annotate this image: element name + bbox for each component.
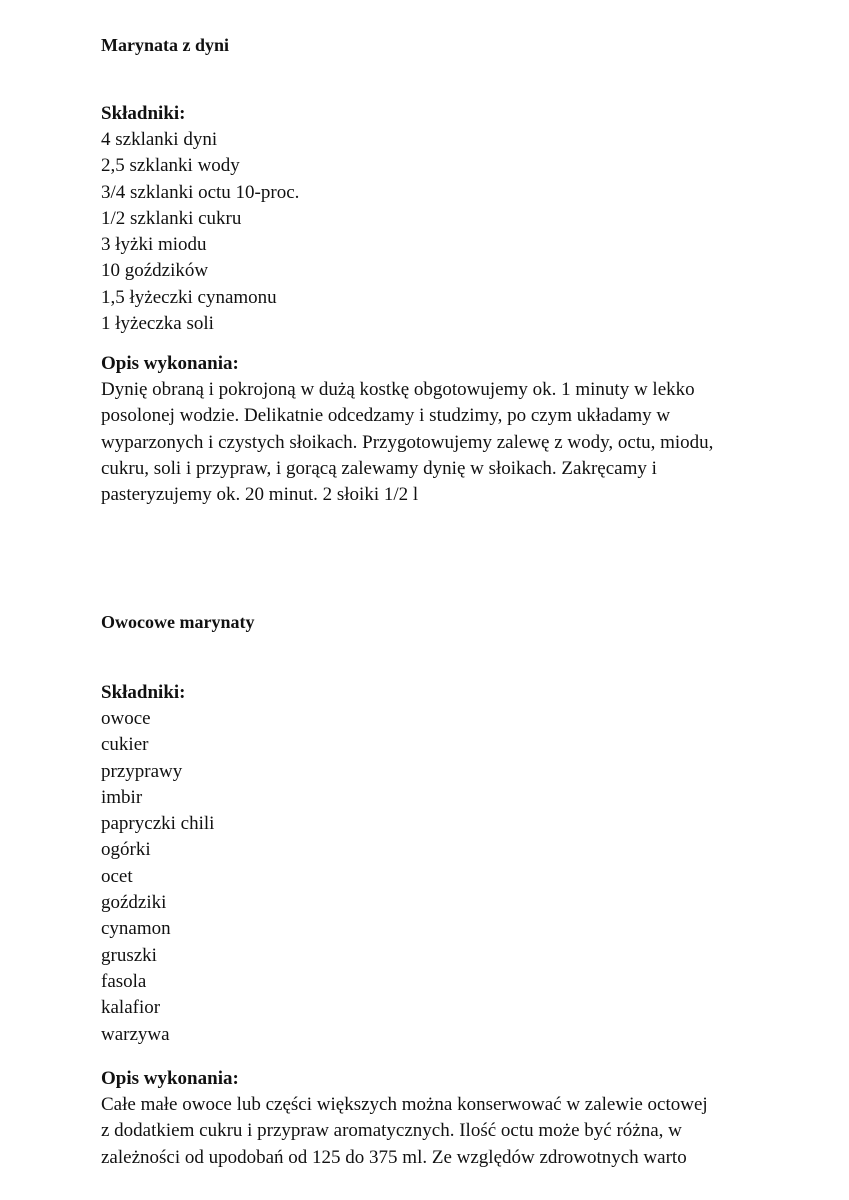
ingredient-item: 1,5 łyżeczki cynamonu xyxy=(101,286,277,308)
ingredient-item: cukier xyxy=(101,734,149,756)
ingredients-heading: Składniki: xyxy=(101,103,186,124)
method-heading: Opis wykonania: xyxy=(101,1068,239,1089)
method-heading: Opis wykonania: xyxy=(101,353,239,374)
method-line: z dodatkiem cukru i przypraw aromatycznych. Ilość octu może być różna, w xyxy=(101,1120,682,1142)
ingredient-item: ocet xyxy=(101,865,133,887)
ingredient-item: kalafior xyxy=(101,997,161,1019)
ingredient-item: owoce xyxy=(101,708,151,729)
recipe-title: Marynata z dyni xyxy=(101,35,229,55)
ingredient-item: papryczki chili xyxy=(101,813,215,835)
ingredient-item: goździki xyxy=(101,892,167,914)
method-paragraph xyxy=(101,1092,708,1171)
method-line: posolonej wodzie. Delikatnie odcedzamy i studzimy, po czym układamy w xyxy=(101,405,671,427)
method-line: cukru, soli i przypraw, i gorącą zalewamy dynię w słoikach. Zakręcamy i xyxy=(101,457,657,479)
ingredient-item: warzywa xyxy=(101,1023,170,1045)
ingredient-item: 3/4 szklanki octu 10-proc. xyxy=(101,181,300,203)
recipe-title: Owocowe marynaty xyxy=(101,612,255,632)
method-line: pasteryzujemy ok. 20 minut. 2 słoiki 1/2 l xyxy=(101,484,419,506)
method-line: Dynię obraną i pokrojoną w dużą kostkę obgotowujemy ok. 1 minuty w lekko xyxy=(101,379,695,400)
ingredients-list xyxy=(101,706,214,1048)
ingredient-item: 4 szklanki dyni xyxy=(101,129,218,150)
ingredient-item: 1/2 szklanki cukru xyxy=(101,207,242,229)
ingredient-item: 1 łyżeczka soli xyxy=(101,313,214,335)
method-line: wyparzonych i czystych słoikach. Przygotowujemy zalewę z wody, octu, miodu, xyxy=(101,431,714,453)
ingredient-item: cynamon xyxy=(101,918,171,940)
ingredient-item: 2,5 szklanki wody xyxy=(101,155,240,177)
ingredient-item: fasola xyxy=(101,970,147,992)
ingredient-item: 10 goździków xyxy=(101,260,209,282)
ingredients-list xyxy=(101,127,299,337)
ingredient-item: imbir xyxy=(101,786,143,808)
ingredient-item: przyprawy xyxy=(101,760,183,782)
method-line: Całe małe owoce lub części większych można konserwować w zalewie octowej xyxy=(101,1094,708,1115)
ingredient-item: gruszki xyxy=(101,944,157,966)
ingredients-heading: Składniki: xyxy=(101,682,186,703)
ingredient-item: 3 łyżki miodu xyxy=(101,234,207,256)
method-line: zależności od upodobań od 125 do 375 ml. Ze względów zdrowotnych warto xyxy=(101,1146,687,1168)
method-paragraph xyxy=(101,377,713,508)
ingredient-item: ogórki xyxy=(101,839,151,861)
